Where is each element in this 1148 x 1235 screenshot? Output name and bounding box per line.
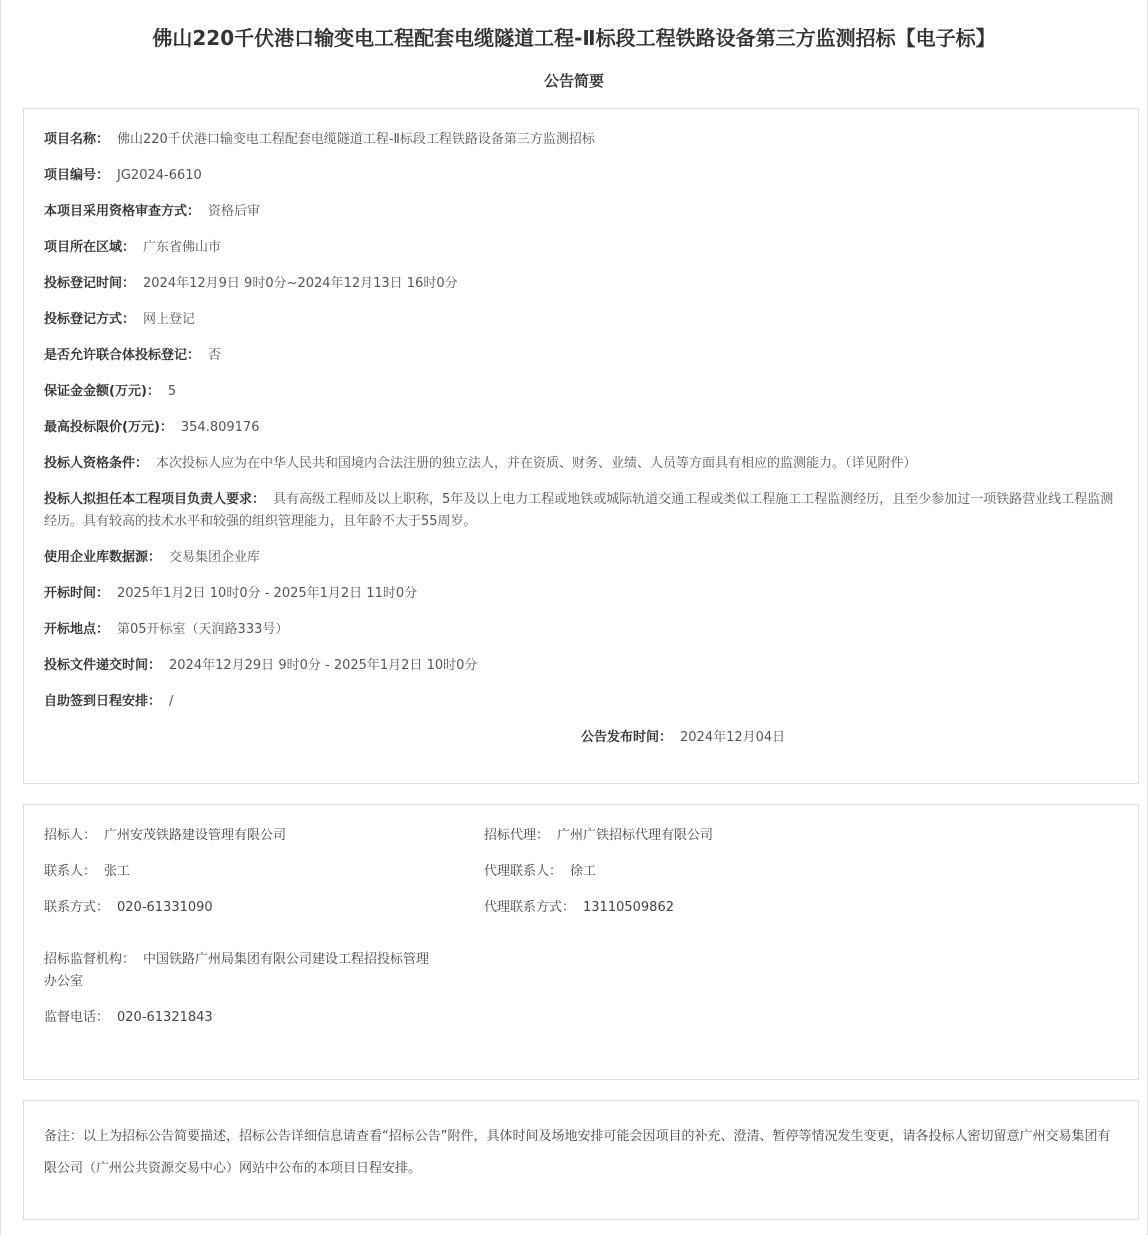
field-label: 投标登记时间：	[44, 276, 136, 291]
field-label: 是否允许联合体投标登记：	[44, 348, 201, 363]
field-value: 否	[208, 348, 222, 363]
field-label: 项目编号：	[44, 168, 110, 183]
field-value: 佛山220千伏港口输变电工程配套电缆隧道工程-Ⅱ标段工程铁路设备第三方监测招标	[117, 132, 595, 147]
field-opening-time	[44, 583, 1118, 605]
supervisory-body	[44, 949, 474, 971]
field-value: 354.809176	[180, 420, 260, 435]
field-project-name	[44, 129, 1118, 151]
field-label: 投标人拟担任本工程项目负责人要求：	[44, 492, 266, 507]
field-value: 020-61331090	[117, 900, 213, 915]
field-value: 广州安茂铁路建设管理有限公司	[104, 828, 287, 843]
field-value: 2024年12月04日	[680, 730, 786, 745]
field-registration-method	[44, 309, 1118, 331]
field-qualification-review	[44, 201, 1118, 223]
field-label: 投标文件递交时间：	[44, 658, 162, 673]
field-label: 使用企业库数据源：	[44, 550, 162, 565]
tender-agent	[484, 825, 713, 847]
summary-panel	[23, 108, 1139, 784]
field-label: 最高投标限价(万元)：	[44, 420, 173, 435]
field-project-manager-requirement	[44, 489, 1118, 533]
note-text: 备注：以上为招标公告简要描述，招标公告详细信息请查看“招标公告”附件，具体时间及场地安排可能会因项目的补充、澄清、暂停等情况发生变更，请各投标人密切留意广州交易集团有限公司（广州公共资源交易中心）网站中公布的本项目日程安排。	[44, 1129, 1111, 1176]
field-bidder-qualification	[44, 453, 1118, 475]
field-value: 13110509862	[583, 900, 674, 915]
field-value: 交易集团企业库	[169, 550, 261, 565]
field-value: 5	[167, 384, 177, 399]
field-enterprise-db	[44, 547, 1118, 569]
field-value: /	[169, 694, 174, 709]
field-label: 代理联系方式：	[484, 900, 576, 915]
tenderer	[44, 825, 286, 847]
field-value: 徐工	[570, 864, 597, 879]
field-label: 招标代理：	[484, 828, 550, 843]
field-label: 保证金金额(万元)：	[44, 384, 160, 399]
section-subtitle: 公告简要	[543, 72, 604, 90]
field-label: 项目名称：	[44, 132, 110, 147]
field-label: 项目所在区域：	[44, 240, 136, 255]
field-value: 第05开标室（天润路333号）	[117, 622, 289, 637]
field-registration-time	[44, 273, 1118, 295]
field-region	[44, 237, 1118, 259]
contacts-panel	[23, 804, 1139, 1080]
field-value: 广东省佛山市	[143, 240, 222, 255]
field-self-checkin	[44, 691, 1118, 713]
field-label: 联系人：	[44, 864, 97, 879]
publish-date	[581, 727, 785, 749]
agent-contact-phone	[484, 897, 674, 919]
field-label: 公告发布时间：	[581, 730, 673, 745]
supervisory-body-cont	[44, 971, 83, 993]
field-label: 自助签到日程安排：	[44, 694, 162, 709]
agent-contact-person	[484, 861, 596, 883]
field-label: 开标时间：	[44, 586, 110, 601]
field-value: 办公室	[44, 974, 84, 989]
field-value: 2024年12月29日 9时0分 - 2025年1月2日 10时0分	[169, 658, 478, 673]
field-value: 资格后审	[208, 204, 261, 219]
field-project-number	[44, 165, 1118, 187]
field-value: 2024年12月9日 9时0分~2024年12月13日 16时0分	[143, 276, 458, 291]
field-label: 招标监督机构：	[44, 952, 136, 967]
field-label: 招标人：	[44, 828, 97, 843]
field-max-price	[44, 417, 1118, 439]
field-submission-time	[44, 655, 1118, 677]
contact-phone	[44, 897, 213, 919]
contact-person	[44, 861, 130, 883]
field-label: 联系方式：	[44, 900, 110, 915]
page-title: 佛山220千伏港口输变电工程配套电缆隧道工程-Ⅱ标段工程铁路设备第三方监测招标【电子标】	[152, 26, 996, 50]
field-label: 投标人资格条件：	[44, 456, 149, 471]
field-label: 开标地点：	[44, 622, 110, 637]
field-value: 广州广铁招标代理有限公司	[557, 828, 714, 843]
field-consortium-allowed	[44, 345, 1118, 367]
field-value: 020-61321843	[117, 1010, 213, 1025]
field-value: 网上登记	[143, 312, 196, 327]
field-value: 2025年1月2日 10时0分 - 2025年1月2日 11时0分	[117, 586, 418, 601]
field-value: 张工	[104, 864, 131, 879]
field-deposit	[44, 381, 1118, 403]
field-value: 中国铁路广州局集团有限公司建设工程招投标管理	[143, 952, 430, 967]
field-label: 监督电话：	[44, 1010, 110, 1025]
field-label: 代理联系人：	[484, 864, 563, 879]
field-value: 本次投标人应为在中华人民共和国境内合法注册的独立法人，并在资质、财务、业绩、人员等方面具有相应的监测能力。（详见附件）	[156, 456, 917, 471]
field-label: 投标登记方式：	[44, 312, 136, 327]
field-value: JG2024-6610	[117, 168, 202, 183]
field-value: 具有高级工程师及以上职称，5年及以上电力工程或地铁或城际轨道交通工程或类似工程施工工程监测经历，且至少参加过一项铁路营业线工程监测经历。具有较高的技术水平和较强的组织管理能力，且年龄不大于55周岁。	[44, 492, 1114, 529]
field-opening-location	[44, 619, 1118, 641]
field-label: 本项目采用资格审查方式：	[44, 204, 201, 219]
supervision-phone	[44, 1007, 213, 1029]
note-panel	[23, 1100, 1139, 1220]
